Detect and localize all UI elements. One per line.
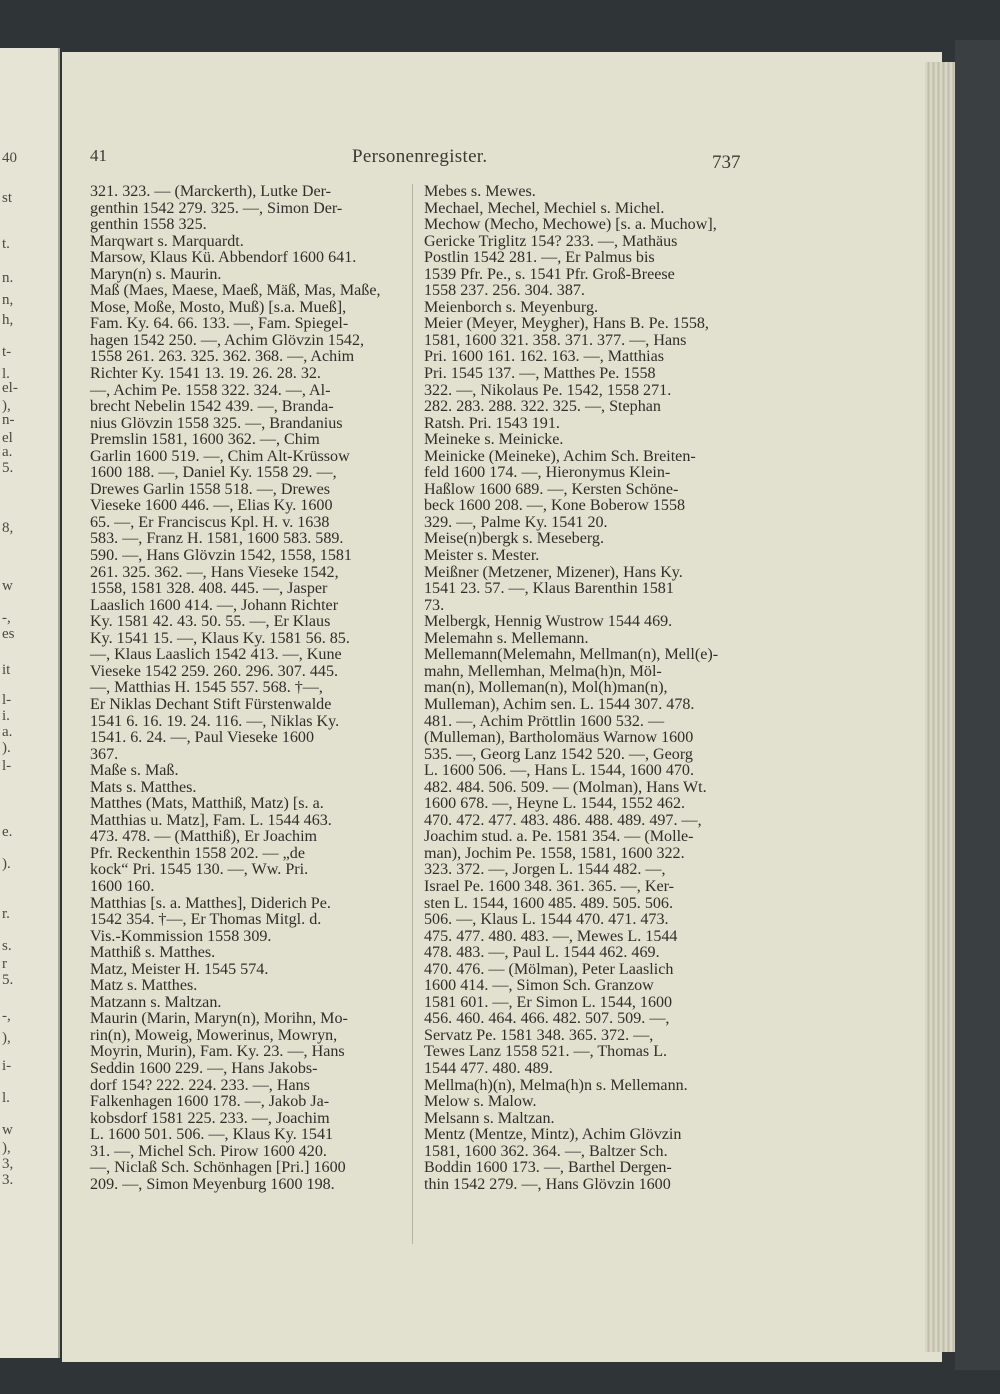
- index-line: 478. 483. —, Paul L. 1544 462. 469.: [424, 944, 660, 962]
- margin-fragment: 3,: [2, 1156, 14, 1172]
- margin-fragment: r: [2, 956, 7, 972]
- index-line: Meienborch s. Meyenburg.: [424, 298, 599, 316]
- index-line: Mats s. Matthes.: [90, 778, 197, 796]
- index-line: 1541. 6. 24. —, Paul Vieseke 1600: [90, 729, 315, 747]
- index-line: 1541 6. 16. 19. 24. 116. —, Niklas Ky.: [90, 712, 340, 730]
- book-cover-edge: [955, 40, 1000, 1370]
- index-line: kock“ Pri. 1545 130. —, Ww. Pri.: [90, 861, 309, 879]
- index-line: 473. 478. — (Matthiß), Er Joachim: [90, 828, 318, 846]
- margin-fragment: 5.: [2, 972, 14, 988]
- index-line: 1600 414. —, Simon Sch. Granzow: [424, 977, 654, 995]
- index-line: Meißner (Metzener, Mizener), Hans Ky.: [424, 563, 683, 581]
- index-line: Seddin 1600 229. —, Hans Jakobs-: [90, 1059, 318, 1077]
- margin-fragment: st: [2, 190, 13, 206]
- margin-fragment: l.: [2, 1090, 10, 1106]
- index-line: Meineke s. Meinicke.: [424, 431, 564, 449]
- index-line: Vieseke 1542 259. 260. 296. 307. 445.: [90, 662, 339, 680]
- index-line: (Mulleman), Bartholomäus Warnow 1600: [424, 729, 694, 747]
- index-line: Ky. 1541 15. —, Klaus Ky. 1581 56. 85.: [90, 629, 350, 647]
- index-line: Meister s. Mester.: [424, 547, 540, 565]
- index-line: Drewes Garlin 1558 518. —, Drewes: [90, 480, 331, 498]
- margin-fragment: w: [2, 578, 13, 594]
- index-line: Boddin 1600 173. —, Barthel Dergen-: [424, 1159, 672, 1177]
- margin-fragment: 8,: [2, 520, 14, 536]
- index-line: Israel Pe. 1600 348. 361. 365. —, Ker-: [424, 877, 674, 895]
- index-line: Postlin 1542 281. —, Er Palmus bis: [424, 249, 655, 267]
- margin-fragment: ),: [2, 1140, 11, 1156]
- index-line: 590. —, Hans Glövzin 1542, 1558, 1581: [90, 547, 352, 565]
- index-line: Mebes s. Mewes.: [424, 183, 536, 200]
- index-line: 1544 477. 480. 489.: [424, 1059, 553, 1077]
- index-line: 1558 237. 256. 304. 387.: [424, 282, 585, 300]
- left-page-number: 41: [90, 146, 107, 165]
- index-line: 481. —, Achim Pröttlin 1600 532. —: [424, 712, 665, 730]
- index-line: Joachim stud. a. Pe. 1581 354. — (Molle-: [424, 828, 694, 846]
- index-line: Mentz (Mentze, Mintz), Achim Glövzin: [424, 1126, 682, 1144]
- index-line: Matthes (Mats, Matthiß, Matz) [s. a.: [90, 795, 324, 813]
- left-column: [90, 184, 402, 1193]
- index-line: mahn, Mellemhan, Melma(h)n, Möl-: [424, 662, 662, 680]
- index-line: 323. 372. —, Jorgen L. 1544 482. —,: [424, 861, 666, 879]
- index-line: Pri. 1600 161. 162. 163. —, Matthias: [424, 348, 665, 366]
- index-line: 329. —, Palme Ky. 1541 20.: [424, 513, 608, 531]
- index-line: —, Klaus Laaslich 1542 413. —, Kune: [90, 646, 342, 664]
- margin-fragment: -,: [2, 610, 11, 626]
- index-line: Maß (Maes, Maese, Maeß, Mäß, Mas, Maße,: [90, 282, 381, 300]
- index-line: Maurin (Marin, Maryn(n), Morihn, Mo-: [90, 1010, 348, 1028]
- index-line: Er Niklas Dechant Stift Fürstenwalde: [90, 695, 332, 713]
- index-line: kobsdorf 1581 225. 233. —, Joachim: [90, 1109, 330, 1127]
- index-line: 1558 261. 263. 325. 362. 368. —, Achim: [90, 348, 355, 366]
- index-line: Matthiß s. Matthes.: [90, 944, 216, 962]
- index-line: 1600 188. —, Daniel Ky. 1558 29. —,: [90, 464, 337, 482]
- column-divider: [412, 184, 413, 1244]
- margin-fragment: t.: [2, 236, 10, 252]
- index-line: 470. 476. — (Mölman), Peter Laaslich: [424, 960, 674, 978]
- margin-fragment: l-: [2, 692, 12, 708]
- margin-fragment: n-: [2, 412, 15, 428]
- index-line: Pri. 1545 137. —, Matthes Pe. 1558: [424, 365, 656, 383]
- index-line: rin(n), Moweig, Mowerinus, Mowryn,: [90, 1026, 338, 1044]
- index-line: Vieseke 1600 446. —, Elias Ky. 1600: [90, 497, 333, 515]
- index-line: Vis.-Kommission 1558 309.: [90, 927, 272, 945]
- index-line: hagen 1542 250. —, Achim Glövzin 1542,: [90, 331, 365, 349]
- index-line: 73.: [424, 596, 445, 614]
- index-line: sten L. 1544, 1600 485. 489. 505. 506.: [424, 894, 673, 912]
- margin-fragment: 40: [2, 150, 17, 166]
- index-line: 1542 354. †—, Er Thomas Mitgl. d.: [90, 911, 322, 929]
- index-line: man(n), Molleman(n), Mol(h)man(n),: [424, 679, 668, 697]
- index-line: beck 1600 208. —, Kone Boberow 1558: [424, 497, 686, 515]
- margin-fragment: it: [2, 662, 11, 678]
- index-line: 470. 472. 477. 483. 486. 488. 489. 497. —,: [424, 811, 702, 829]
- index-line: Ky. 1581 42. 43. 50. 55. —, Er Klaus: [90, 613, 331, 631]
- index-line: Marsow, Klaus Kü. Abbendorf 1600 641.: [90, 249, 357, 267]
- index-line: Laaslich 1600 414. —, Johann Richter: [90, 596, 339, 614]
- index-line: genthin 1558 325.: [90, 216, 207, 234]
- index-line: Mulleman), Achim sen. L. 1544 307. 478.: [424, 695, 695, 713]
- index-line: Maße s. Maß.: [90, 762, 179, 780]
- margin-fragment: a.: [2, 724, 13, 740]
- index-line: Servatz Pe. 1581 348. 365. 372. —,: [424, 1026, 654, 1044]
- index-line: Gericke Triglitz 154? 233. —, Mathäus: [424, 232, 678, 250]
- index-line: 65. —, Er Franciscus Kpl. H. v. 1638: [90, 513, 330, 531]
- index-line: 475. 477. 480. 483. —, Mewes L. 1544: [424, 927, 678, 945]
- index-line: Matz, Meister H. 1545 574.: [90, 960, 269, 978]
- index-line: 456. 460. 464. 466. 482. 507. 509. —,: [424, 1010, 670, 1028]
- margin-fragment: el: [2, 430, 13, 446]
- margin-fragment: l.: [2, 366, 10, 382]
- index-line: 261. 325. 362. —, Hans Vieseke 1542,: [90, 563, 339, 581]
- index-line: Melow s. Malow.: [424, 1093, 537, 1111]
- margin-fragment: -,: [2, 1008, 11, 1024]
- index-line: Melemahn s. Mellemann.: [424, 629, 589, 647]
- margin-fragment: ).: [2, 856, 11, 872]
- index-line: Falkenhagen 1600 178. —, Jakob Ja-: [90, 1093, 330, 1111]
- index-line: Mellma(h)(n), Melma(h)n s. Mellemann.: [424, 1076, 688, 1094]
- index-line: 1600 678. —, Heyne L. 1544, 1552 462.: [424, 795, 686, 813]
- margin-fragment: es: [2, 626, 15, 642]
- index-line: 583. —, Franz H. 1581, 1600 583. 589.: [90, 530, 344, 548]
- index-line: 1558, 1581 328. 408. 445. —, Jasper: [90, 580, 328, 598]
- right-column: [424, 184, 742, 1193]
- index-line: Fam. Ky. 64. 66. 133. —, Fam. Spiegel-: [90, 315, 349, 333]
- index-line: dorf 154? 222. 224. 233. —, Hans: [90, 1076, 310, 1094]
- index-line: genthin 1542 279. 325. —, Simon Der-: [90, 199, 343, 217]
- index-line: 506. —, Klaus L. 1544 470. 471. 473.: [424, 911, 669, 929]
- index-line: Ratsh. Pri. 1543 191.: [424, 414, 560, 432]
- index-line: Matzann s. Maltzan.: [90, 993, 222, 1011]
- margin-fragment: i.: [2, 708, 10, 724]
- index-line: Pfr. Reckenthin 1558 202. — „de: [90, 844, 305, 862]
- index-line: 322. —, Nikolaus Pe. 1542, 1558 271.: [424, 381, 672, 399]
- index-line: Haßlow 1600 689. —, Kersten Schöne-: [424, 480, 679, 498]
- margin-fragment: w: [2, 1122, 13, 1138]
- margin-fragment: a.: [2, 444, 13, 460]
- index-line: Meier (Meyer, Meygher), Hans B. Pe. 1558,: [424, 315, 709, 333]
- margin-fragment: s.: [2, 938, 12, 954]
- index-line: Matz s. Matthes.: [90, 977, 198, 995]
- page-number: 737: [712, 152, 741, 173]
- margin-fragment: h,: [2, 312, 14, 328]
- margin-fragment: n,: [2, 292, 14, 308]
- index-line: Melbergk, Hennig Wustrow 1544 469.: [424, 613, 673, 631]
- index-line: —, Achim Pe. 1558 322. 324. —, Al-: [90, 381, 331, 399]
- index-line: 1581 601. —, Er Simon L. 1544, 1600: [424, 993, 673, 1011]
- index-line: Richter Ky. 1541 13. 19. 26. 28. 32.: [90, 365, 321, 383]
- index-line: 482. 484. 506. 509. — (Molman), Hans Wt.: [424, 778, 707, 796]
- index-line: Matthias u. Matz], Fam. L. 1544 463.: [90, 811, 332, 829]
- index-line: —, Matthias H. 1545 557. 568. †—,: [90, 679, 323, 697]
- index-line: 535. —, Georg Lanz 1542 520. —, Georg: [424, 745, 693, 763]
- index-line: nius Glövzin 1558 325. —, Brandanius: [90, 414, 343, 432]
- margin-fragment: n.: [2, 270, 14, 286]
- margin-fragment: e.: [2, 824, 13, 840]
- index-line: man), Jochim Pe. 1558, 1581, 1600 322.: [424, 844, 685, 862]
- margin-fragment: ).: [2, 740, 11, 756]
- index-line: Melsann s. Maltzan.: [424, 1109, 555, 1127]
- index-line: Mechael, Mechel, Mechiel s. Michel.: [424, 199, 665, 217]
- index-line: Meise(n)bergk s. Meseberg.: [424, 530, 604, 548]
- page-title: Personenregister.: [352, 146, 488, 167]
- margin-fragment: r.: [2, 906, 10, 922]
- index-line: thin 1542 279. —, Hans Glövzin 1600: [424, 1175, 671, 1193]
- index-line: brecht Nebelin 1542 439. —, Branda-: [90, 398, 334, 416]
- margin-fragment: i-: [2, 1058, 12, 1074]
- margin-fragment: ),: [2, 398, 11, 414]
- index-line: Moyrin, Murin), Fam. Ky. 23. —, Hans: [90, 1043, 345, 1061]
- index-line: L. 1600 501. 506. —, Klaus Ky. 1541: [90, 1126, 334, 1144]
- index-line: 1581, 1600 362. 364. —, Baltzer Sch.: [424, 1142, 668, 1160]
- index-line: 282. 283. 288. 322. 325. —, Stephan: [424, 398, 661, 416]
- index-line: 321. 323. — (Marckerth), Lutke Der-: [90, 183, 332, 200]
- index-line: L. 1600 506. —, Hans L. 1544, 1600 470.: [424, 762, 695, 780]
- index-line: Marqwart s. Marquardt.: [90, 232, 244, 250]
- margin-fragment: el-: [2, 380, 18, 396]
- index-line: —, Niclaß Sch. Schönhagen [Pri.] 1600: [90, 1159, 346, 1177]
- margin-fragment: ),: [2, 1030, 11, 1046]
- index-line: 367.: [90, 745, 119, 763]
- index-line: 1581, 1600 321. 358. 371. 377. —, Hans: [424, 331, 687, 349]
- index-line: 31. —, Michel Sch. Pirow 1600 420.: [90, 1142, 327, 1160]
- index-line: Mechow (Mecho, Mechowe) [s. a. Muchow],: [424, 216, 717, 234]
- index-line: Tewes Lanz 1558 521. —, Thomas L.: [424, 1043, 668, 1061]
- index-line: feld 1600 174. —, Hieronymus Klein-: [424, 464, 671, 482]
- margin-fragment: l-: [2, 758, 12, 774]
- index-line: 1539 Pfr. Pe., s. 1541 Pfr. Groß-Breese: [424, 265, 675, 283]
- index-line: 1541 23. 57. —, Klaus Barenthin 1581: [424, 580, 674, 598]
- index-line: 209. —, Simon Meyenburg 1600 198.: [90, 1175, 335, 1193]
- index-line: Premslin 1581, 1600 362. —, Chim: [90, 431, 320, 449]
- index-line: Garlin 1600 519. —, Chim Alt-Krüssow: [90, 447, 350, 465]
- margin-fragment: 3.: [2, 1172, 14, 1188]
- page-stack-edge: [925, 62, 955, 1352]
- margin-fragment: t-: [2, 344, 12, 360]
- index-line: Mose, Moße, Mosto, Muß) [s.a. Mueß],: [90, 298, 347, 316]
- margin-fragment: 5.: [2, 460, 14, 476]
- index-line: Mellemann(Melemahn, Mellman(n), Mell(e)-: [424, 646, 719, 664]
- index-line: Matthias [s. a. Matthes], Diderich Pe.: [90, 894, 331, 912]
- index-line: Meinicke (Meineke), Achim Sch. Breiten-: [424, 447, 696, 465]
- index-line: 1600 160.: [90, 877, 155, 895]
- index-line: Maryn(n) s. Maurin.: [90, 265, 222, 283]
